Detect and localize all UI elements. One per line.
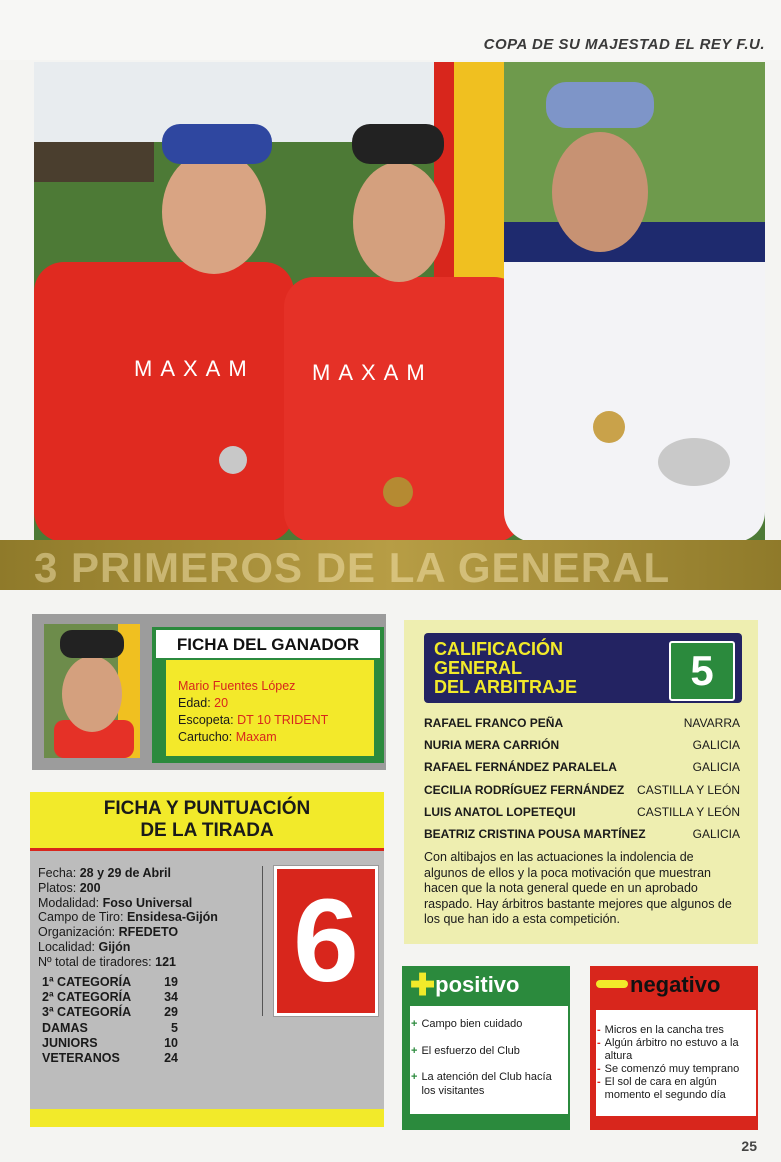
plus-bullet-icon: + [411,1044,418,1057]
stat-label: Platos: [38,880,77,895]
category-row [42,1021,178,1036]
stat-value: Gijón [98,939,131,954]
category-count: 29 [164,1005,178,1020]
positivo-item [411,1071,561,1098]
referee-row [424,825,740,847]
winner-gun-row [178,712,374,729]
stat-label: Campo de Tiro: [38,910,124,925]
tirada-heading-line2: DE LA TIRADA [140,820,274,841]
negativo-item-text: El sol de cara en algún momento el segundo día [604,1076,726,1101]
minus-bullet-icon: - [597,1037,601,1049]
category-count: 34 [164,990,178,1005]
category-label: VETERANOS [42,1051,120,1066]
winner-cartridge: Maxam [235,730,277,744]
category-label: 2ª CATEGORÍA [42,990,132,1005]
winner-info [166,660,374,756]
section-banner-title: 3 PRIMEROS DE LA GENERAL [34,544,671,591]
minus-bullet-icon: - [597,1076,601,1088]
negativo-item-text: Algún árbitro no estuvo a la altura [604,1037,739,1062]
minus-bullet-icon: - [597,1024,601,1036]
referee-name: RAFAEL FRANCO PEÑA [424,716,564,730]
positivo-item-text: La atención del Club hacía los visitantes [421,1071,552,1097]
category-row [42,1051,178,1066]
tirada-footer-bar [30,1109,384,1127]
stat-row [38,896,218,911]
winner-age-label: Edad: [178,696,211,710]
referee-name: BEATRIZ CRISTINA POUSA MARTÍNEZ [424,826,646,841]
referee-region: GALICIA [692,826,740,841]
stat-value: 28 y 29 de Abril [79,866,171,880]
plus-bullet-icon: + [411,1018,418,1030]
referee-row [424,736,740,758]
referee-row [424,781,740,803]
stat-row [38,881,218,896]
category-label: DAMAS [42,1020,88,1035]
plus-icon: ✚ [410,969,436,1002]
stat-label: Localidad: [38,939,95,954]
stat-row [38,866,218,881]
category-count: 10 [164,1035,178,1050]
stat-row [38,940,218,955]
podium-photo-illustration [34,62,765,542]
category-label: 1ª CATEGORÍA [42,975,132,989]
category-row [42,975,178,990]
positivo-heading [410,968,519,1003]
referee-list [424,714,740,847]
arbitraje-title-line3: DEL ARBITRAJE [434,677,578,697]
tirada-stats [38,866,218,970]
magazine-section-title: COPA DE SU MAJESTAD EL REY F.U. [483,36,765,53]
minus-icon [596,980,628,988]
winner-portrait [44,624,140,758]
arbitraje-score: 5 [690,647,714,694]
stat-label: Fecha: [38,866,77,880]
arbitraje-title-line2: GENERAL [434,658,523,678]
category-row [42,1005,178,1020]
referee-region: CASTILLA Y LEÓN [637,782,740,797]
referee-name: CECILIA RODRÍGUEZ FERNÁNDEZ [424,782,625,797]
stat-value: 121 [155,954,176,969]
arbitraje-title-line1: CALIFICACIÓN [434,639,563,659]
winner-gun: DT 10 TRIDENT [237,713,329,727]
negativo-item [597,1024,753,1037]
category-list [42,975,178,1066]
shirt-logo-left: MAXAM [134,356,255,381]
page-number: 25 [741,1138,757,1154]
category-count: 24 [164,1051,178,1066]
referee-region: CASTILLA Y LEÓN [637,804,740,819]
category-row [42,990,178,1005]
referee-name: NURIA MERA CARRIÓN [424,738,560,753]
tirada-score-box [274,866,378,1016]
stat-row [38,925,218,940]
referee-region: NAVARRA [683,716,740,730]
arbitraje-comment: Con altibajos en las actuaciones la indolencia de algunos de ellos y la poca motivación que muestran hacen que la nota general quede en un aprobado raspado. Hay árbitros bastante mejores que algunos de los que han ido a esta competición. [424,850,732,926]
stat-row [38,955,218,970]
tirada-heading-line1: FICHA Y PUNTUACIÓN [103,798,311,819]
tirada-score: 6 [293,875,359,1007]
positivo-item [411,1018,561,1032]
category-label: JUNIORS [42,1035,98,1050]
shirt-logo-middle: MAXAM [312,360,433,385]
stat-label: Modalidad: [38,895,100,910]
positivo-item-text: Campo bien cuidado [421,1018,523,1030]
tirada-separator [262,866,263,1016]
negativo-list [597,1024,753,1102]
positivo-list [411,1018,561,1111]
winner-age: 20 [214,696,229,710]
arbitraje-score-box [669,641,735,701]
winner-card-heading: FICHA DEL GANADOR [156,630,380,658]
winner-age-row [178,695,374,712]
plus-bullet-icon: + [411,1071,418,1083]
category-count: 19 [164,975,178,989]
negativo-heading [596,972,720,998]
negativo-title: negativo [630,972,721,997]
stat-row [38,910,218,925]
category-count: 5 [171,1020,178,1035]
winner-name: Mario Fuentes López [178,679,296,693]
positivo-item [411,1045,561,1059]
stat-value: Ensidesa-Gijón [126,910,218,925]
minus-bullet-icon: - [597,1063,601,1075]
referee-region: GALICIA [692,760,740,775]
referee-row [424,714,740,736]
positivo-item-text: El esfuerzo del Club [421,1044,520,1057]
negativo-item-text: Se comenzó muy temprano [604,1063,740,1075]
stat-label: Organización: [38,925,116,940]
category-label: 3ª CATEGORÍA [42,1005,132,1020]
referee-name: LUIS ANATOL LOPETEQUI [424,804,576,819]
podium-photo [34,62,765,542]
winner-portrait-illustration [44,624,140,758]
negativo-item [597,1063,753,1076]
arbitraje-title [434,640,577,697]
winner-cartridge-row [178,729,374,746]
negativo-item [597,1037,753,1063]
referee-region: GALICIA [692,738,740,753]
negativo-item-text: Micros en la cancha tres [604,1024,724,1036]
tirada-heading [30,792,384,848]
negativo-item [597,1076,753,1102]
referee-row [424,758,740,780]
winner-cartridge-label: Cartucho: [178,730,233,744]
referee-name: RAFAEL FERNÁNDEZ PARALELA [424,760,617,775]
winner-gun-label: Escopeta: [178,713,234,727]
stat-value: RFEDETO [118,925,179,940]
referee-row [424,803,740,825]
stat-label: Nº total de tiradores: [38,954,152,969]
positivo-title: positivo [435,972,520,997]
stat-value: 200 [79,880,101,895]
category-row [42,1036,178,1051]
stat-value: Foso Universal [102,895,193,910]
